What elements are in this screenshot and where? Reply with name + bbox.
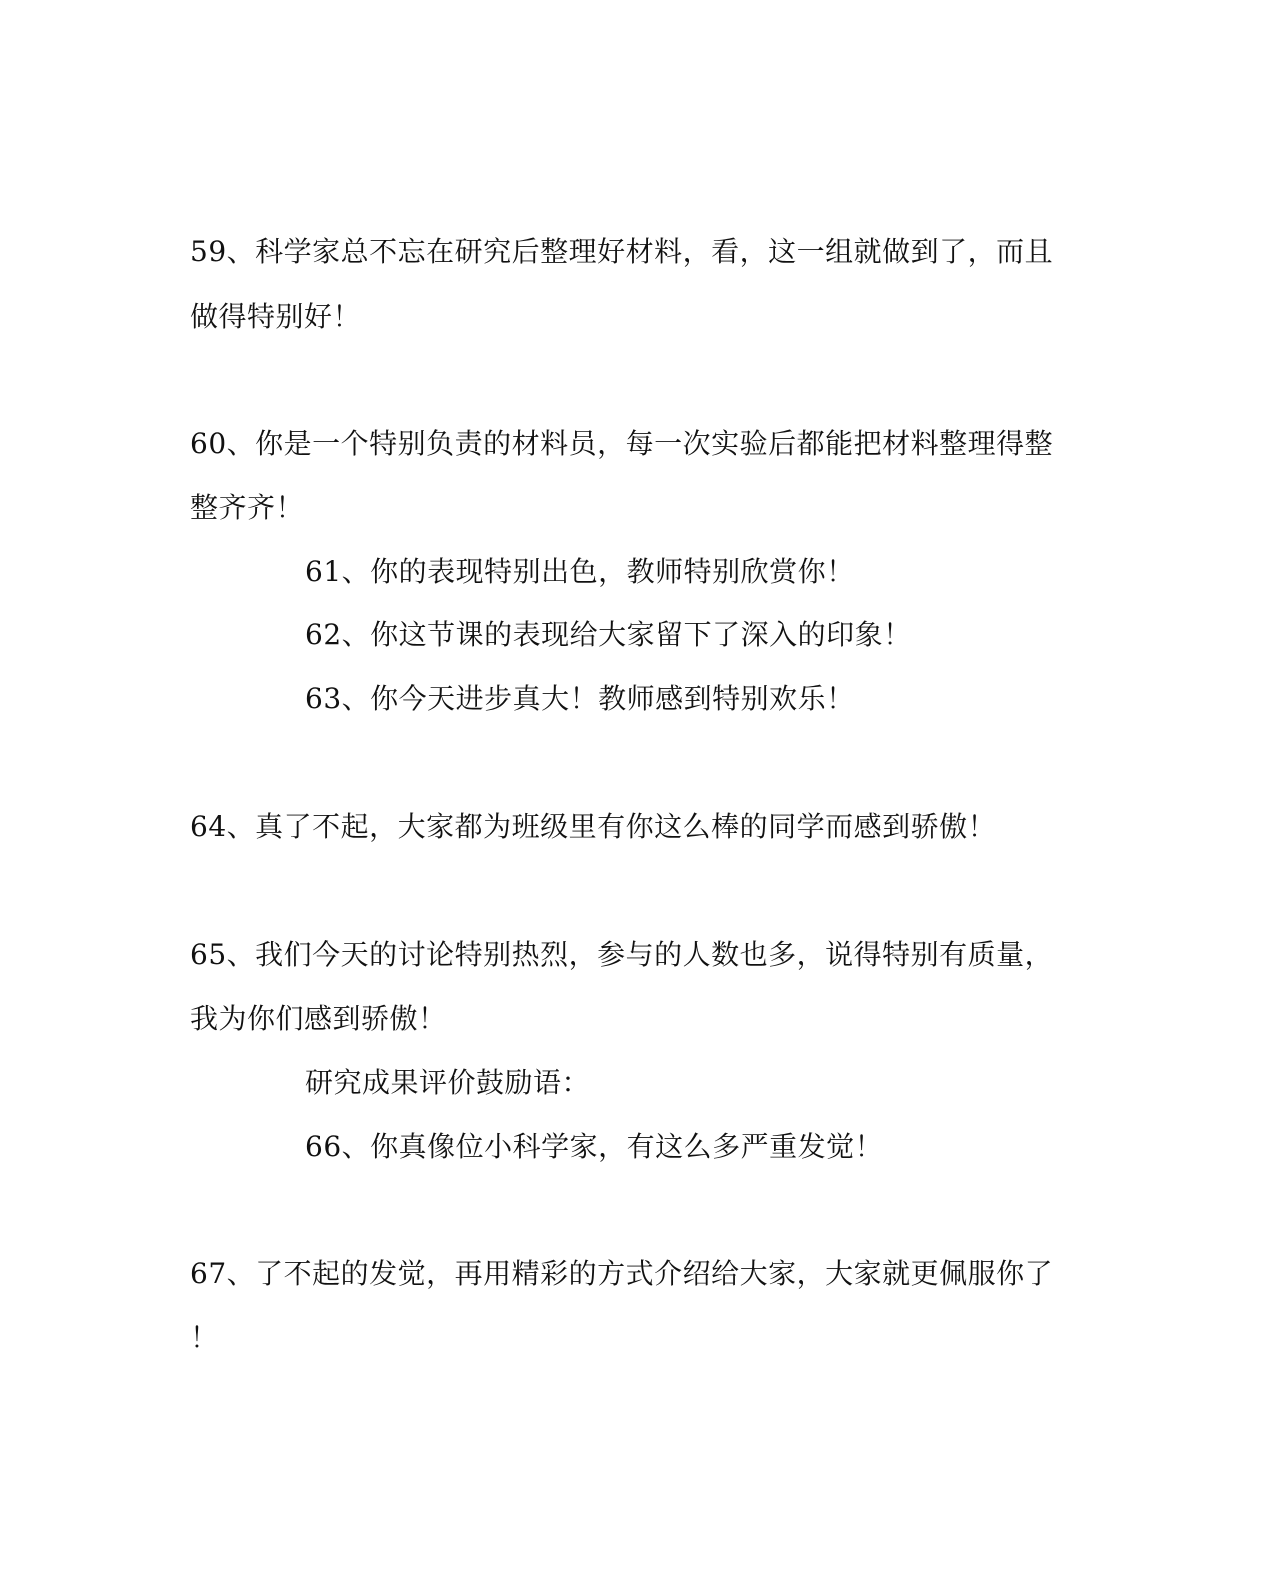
item-59-line-2: 做得特别好！ — [190, 300, 362, 333]
item-67-line-2: ！ — [190, 1321, 219, 1354]
item-60-line-2: 整齐齐！ — [190, 491, 305, 524]
item-64: 64、真了不起，大家都为班级里有你这么棒的同学而感到骄傲！ — [190, 810, 997, 843]
item-60-line-1: 60、你是一个特别负责的材料员，每一次实验后都能把材料整理得整 — [190, 427, 1054, 460]
item-61: 61、你的表现特别出色，教师特别欣赏你！ — [305, 555, 855, 588]
item-66: 66、你真像位小科学家，有这么多严重发觉！ — [305, 1130, 884, 1163]
item-59-line-1: 59、科学家总不忘在研究后整理好材料，看，这一组就做到了，而且 — [190, 235, 1054, 268]
item-67-line-1: 67、了不起的发觉，再用精彩的方式介绍给大家，大家就更佩服你了 — [190, 1257, 1054, 1290]
item-62: 62、你这节课的表现给大家留下了深入的印象！ — [305, 618, 912, 651]
item-65-line-2: 我为你们感到骄傲！ — [190, 1002, 447, 1035]
item-65-line-1: 65、我们今天的讨论特别热烈，参与的人数也多，说得特别有质量， — [190, 938, 1054, 971]
item-63: 63、你今天进步真大！教师感到特别欢乐！ — [305, 682, 855, 715]
section-heading: 研究成果评价鼓励语： — [305, 1066, 591, 1099]
